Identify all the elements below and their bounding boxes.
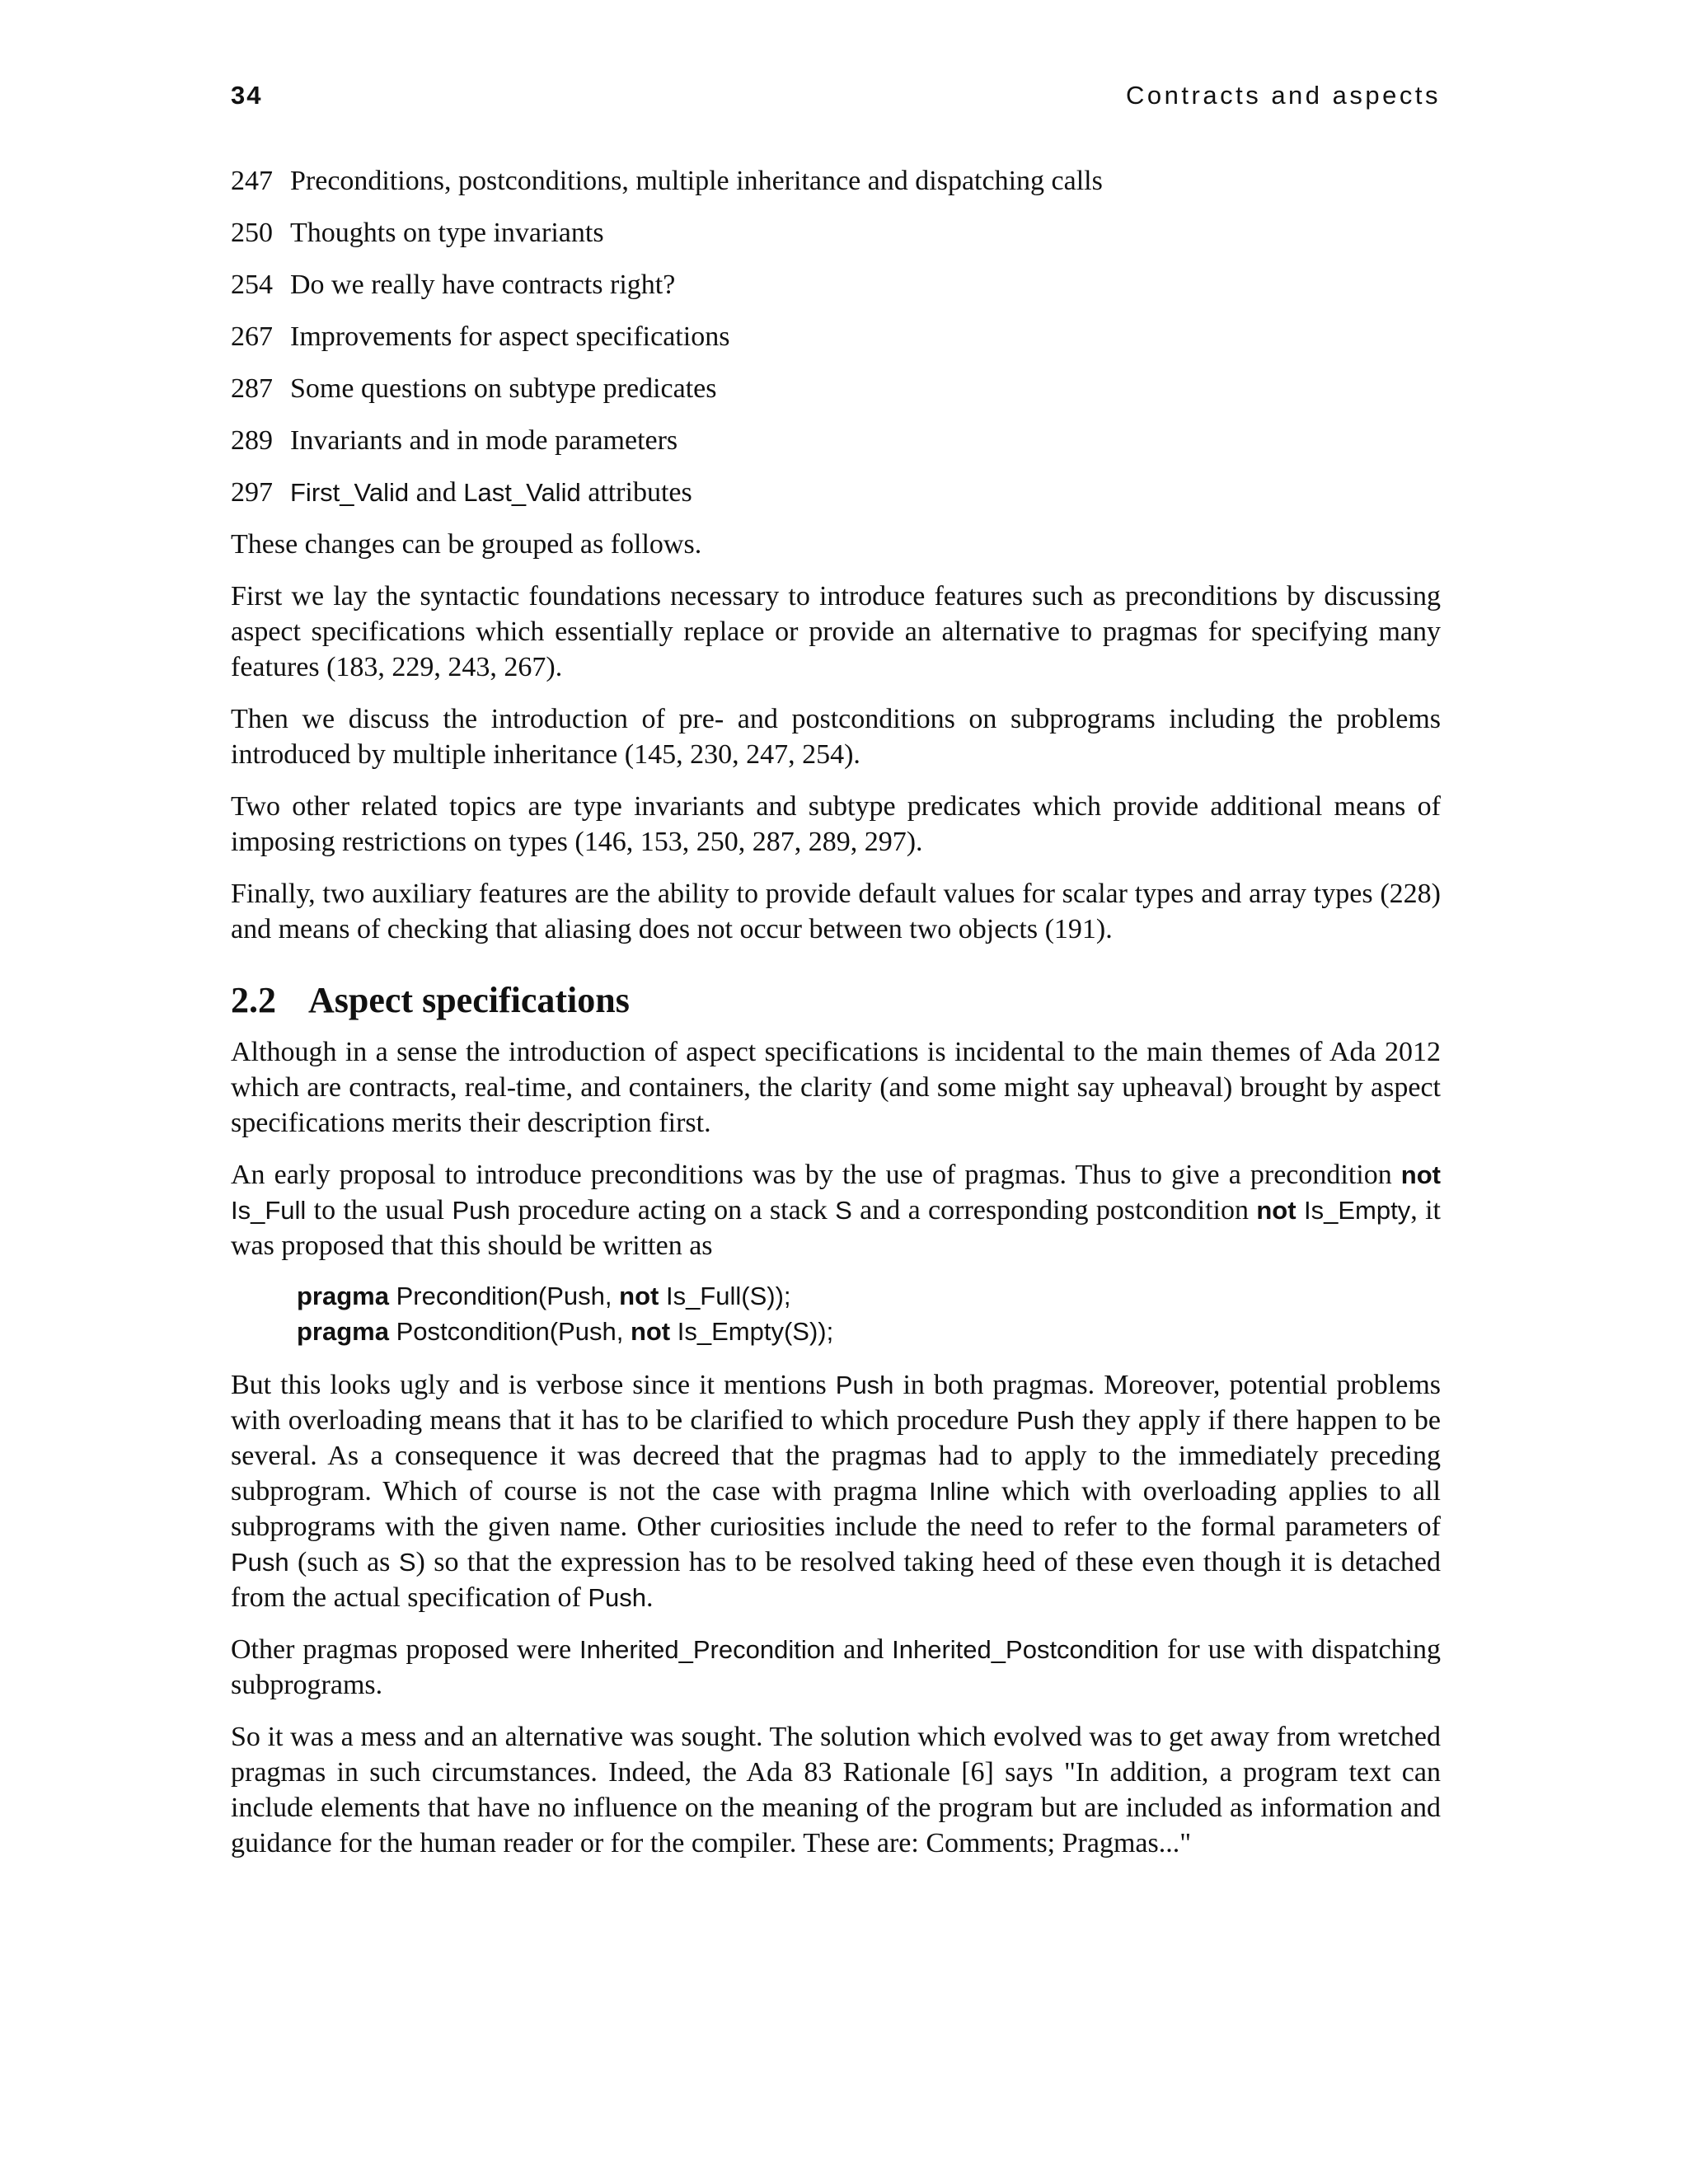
list-item: [231, 423, 1441, 458]
list-item: [231, 163, 1441, 199]
list-item-number: 289: [231, 425, 273, 456]
section-heading: [231, 978, 1441, 1023]
code-text: Is_Full(S));: [659, 1282, 791, 1310]
code-line: [297, 1314, 1441, 1349]
paragraph: These changes can be grouped as follows.: [231, 529, 702, 560]
text-run: and: [409, 477, 464, 508]
paragraph: First we lay the syntactic foundations necessary to introduce features such as preconditions by discussing aspect specifications which essentially replace or provide an alternative to pragmas for specifying many features (183, 229, 243, 267).: [231, 581, 1441, 682]
keyword: not: [1400, 1160, 1441, 1189]
list-item: [231, 475, 1441, 510]
code-term: Push: [588, 1583, 646, 1612]
code-term: S: [398, 1548, 416, 1577]
list-item-text: Preconditions, postconditions, multiple inheritance and dispatching calls: [290, 166, 1103, 196]
code-term: Push: [835, 1371, 894, 1399]
list-item: [231, 371, 1441, 406]
list-item-number: 250: [231, 218, 273, 248]
code-term: Last_Valid: [463, 478, 581, 507]
list-item-number: 247: [231, 166, 273, 196]
code-term: First_Valid: [290, 478, 410, 507]
text-run: ) so that the expression has to be resolved taking heed of these even though it is detached from the actual specification of: [231, 1547, 1441, 1613]
page-body: [231, 163, 1441, 1877]
text-run: and: [835, 1634, 893, 1665]
text-run: (such as: [288, 1547, 399, 1577]
paragraph: [231, 1157, 1441, 1263]
page-header: [231, 81, 1441, 117]
text-run: But this looks ugly and is verbose since it mentions: [231, 1370, 836, 1400]
list-item-text: Invariants and in mode parameters: [290, 425, 678, 456]
code-term: Inherited_Precondition: [579, 1635, 836, 1664]
section-number: 2.2: [231, 980, 276, 1020]
list-item: [231, 319, 1441, 354]
text-run: to the usual: [306, 1195, 452, 1226]
code-line: [297, 1278, 1441, 1314]
text-run: Other pragmas proposed were: [231, 1634, 579, 1665]
text-run: they apply if there happen to be several. As a consequence it was decreed that the pragmas had to apply to the immediately preceding subprogram. Which of course is not the case with pragma: [231, 1405, 1441, 1507]
page-number: 34: [231, 81, 263, 110]
running-title: Contracts and aspects: [1126, 81, 1441, 110]
code-text: Postcondition(Push,: [388, 1317, 631, 1346]
list-item: [231, 267, 1441, 302]
code-term: Push: [452, 1196, 511, 1225]
text-run: procedure acting on a stack: [510, 1195, 836, 1226]
list-item-text: Improvements for aspect specifications: [290, 321, 730, 352]
list-item-number: 267: [231, 321, 273, 352]
code-text: Precondition(Push,: [388, 1282, 620, 1310]
paragraph: Then we discuss the introduction of pre- and postconditions on subprograms including the problems introduced by multiple inheritance (145, 230, 247, 254).: [231, 704, 1441, 770]
text-run: , it was proposed that this should be written as: [231, 1195, 1441, 1261]
list-item-number: 254: [231, 269, 273, 300]
keyword: not: [619, 1282, 659, 1310]
text-run: and a corresponding postcondition: [851, 1195, 1257, 1226]
paragraph: Although in a sense the introduction of aspect specifications is incidental to the main themes of Ada 2012 which are contracts, real-time, and containers, the clarity (and some might say upheaval) brought by aspect specifications merits their description first.: [231, 1037, 1441, 1138]
paragraph: So it was a mess and an alternative was sought. The solution which evolved was to get away from wretched pragmas in such circumstances. Indeed, the Ada 83 Rationale [6] says "In addition, a program text can include elements that have no influence on the meaning of the program but are included as information and guidance for the human reader or for the compiler. These are: Comments; Pragmas...": [231, 1722, 1441, 1858]
list-item-number: 297: [231, 477, 273, 508]
code-term: Push: [1016, 1406, 1075, 1435]
text-run: .: [646, 1582, 654, 1613]
paragraph: [231, 1367, 1441, 1615]
list-item-text: Do we really have contracts right?: [290, 269, 676, 300]
code-term: Push: [231, 1548, 289, 1577]
list-item-text: Thoughts on type invariants: [290, 218, 604, 248]
list-item-text: Some questions on subtype predicates: [290, 373, 717, 404]
keyword: pragma: [297, 1282, 389, 1310]
section-title: Aspect specifications: [308, 980, 630, 1020]
keyword: not: [630, 1317, 671, 1346]
text-run: which with overloading applies to all subprograms with the given name. Other curiosities include the need to refer to the formal parameters of: [231, 1476, 1441, 1542]
paragraph: Finally, two auxiliary features are the ability to provide default values for scalar types and array types (228) and means of checking that aliasing does not occur between two objects (191).: [231, 879, 1441, 944]
code-text: Is_Empty(S));: [670, 1317, 834, 1346]
list-item-text: [290, 475, 692, 510]
paragraph: [231, 1632, 1441, 1703]
code-block: [297, 1278, 1441, 1349]
code-term: Is_Empty: [1296, 1196, 1411, 1225]
list-item: [231, 215, 1441, 251]
text-run: in both pragmas. Moreover, potential problems with overloading means that it has to be clarified to which procedure: [231, 1370, 1441, 1436]
paragraph: Two other related topics are type invariants and subtype predicates which provide additional means of imposing restrictions on types (146, 153, 250, 287, 289, 297).: [231, 791, 1441, 857]
code-term: Inherited_Postcondition: [892, 1635, 1160, 1664]
list-item-number: 287: [231, 373, 273, 404]
keyword: not: [1256, 1196, 1296, 1225]
text-run: attributes: [580, 477, 692, 508]
code-term: Inline: [928, 1477, 991, 1506]
code-term: S: [835, 1196, 852, 1225]
code-term: Is_Full: [231, 1196, 307, 1225]
text-run: An early proposal to introduce preconditions was by the use of pragmas. Thus to give a precondition: [231, 1160, 1401, 1190]
keyword: pragma: [297, 1317, 389, 1346]
text-run: for use with dispatching subprograms.: [231, 1634, 1442, 1700]
